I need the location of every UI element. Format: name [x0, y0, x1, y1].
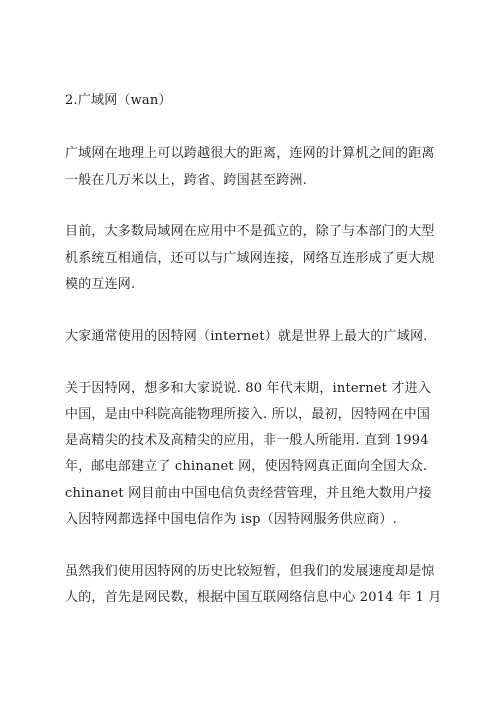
paragraph-3-line-1: 大家通常使用的因特网（internet）就是世界上最大的广域网.: [65, 329, 428, 344]
paragraph-4-line-2: 中国，是由中科院高能物理所接入. 所以，最初，因特网在中国: [65, 407, 431, 422]
paragraph-2-line-2: 机系统互相通信，还可以与广域网连接，网络互连形成了更大规: [65, 251, 435, 266]
paragraph-4-line-1: 关于因特网，想多和大家说说. 80 年代末期，internet 才进入: [65, 381, 432, 396]
paragraph-4-line-6: 入因特网都选择中国电信作为 isp（因特网服务供应商）.: [65, 512, 398, 527]
paragraph-2-line-1: 目前，大多数局域网在应用中不是孤立的，除了与本部门的大型: [65, 224, 435, 239]
paragraph-1-line-2: 一般在几万米以上，跨省、跨国甚至跨洲.: [65, 173, 307, 188]
paragraph-4-line-5: chinanet 网目前由中国电信负责经营管理，并且绝大数用户接: [65, 486, 432, 501]
paragraph-2-line-3: 模的互连网.: [65, 277, 136, 292]
paragraph-4-line-3: 是高精尖的技术及高精尖的应用，非一般人所能用. 直到 1994: [65, 433, 429, 448]
paragraph-4-line-4: 年，邮电部建立了 chinanet 网，使因特网真正面向全国大众.: [65, 459, 428, 474]
paragraph-5-line-1: 虽然我们使用因特网的历史比较短暂，但我们的发展速度却是惊: [65, 564, 435, 579]
paragraph-5-line-2: 人的，首先是网民数，根据中国互联网络信息中心 2014 年 1 月: [65, 590, 442, 605]
section-heading: 2.广域网（wan）: [65, 93, 172, 108]
paragraph-1-line-1: 广域网在地理上可以跨越很大的距离，连网的计算机之间的距离: [65, 146, 435, 161]
